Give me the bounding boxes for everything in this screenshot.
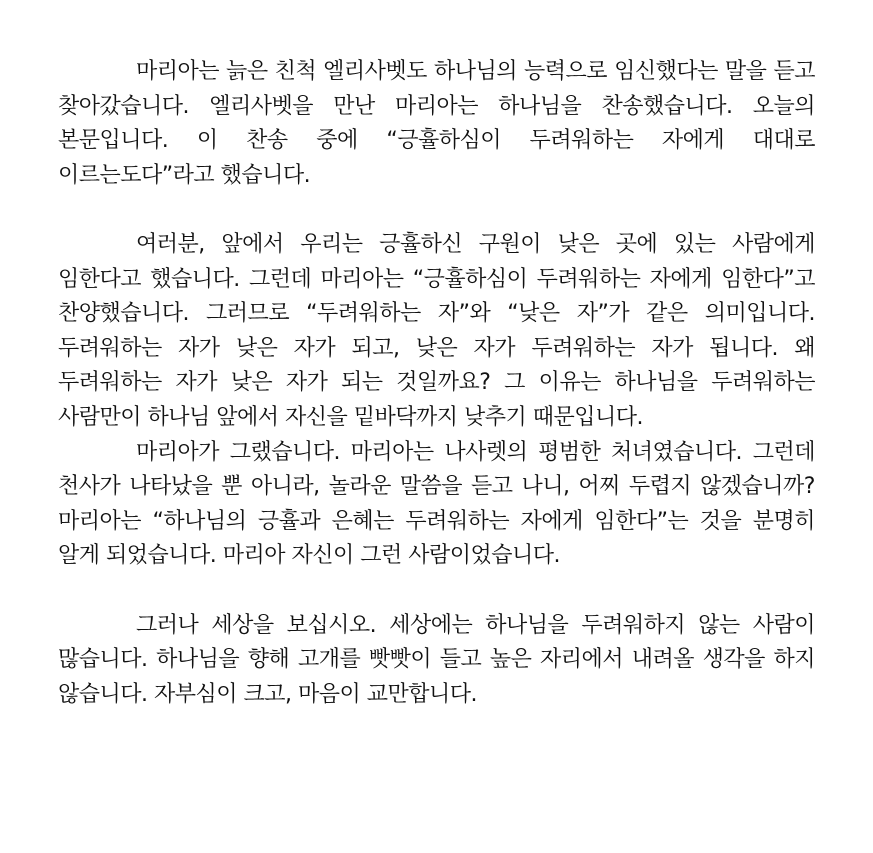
paragraph-gap xyxy=(58,193,815,228)
document-body xyxy=(58,55,815,712)
paragraph-3: 마리아가 그랬습니다. 마리아는 나사렛의 평범한 처녀였습니다. 그런데 천사가 나타났을 뿐 아니라, 놀라운 말씀을 듣고 나니, 어찌 두렵지 않겠습니까? 마리아는 “하나님의 긍휼과 은혜는 두려워하는 자에게 임한다”는 것을 분명히 알게 되었습니다. 마리아 자신이 그런 사람이었습니다. xyxy=(58,439,815,569)
paragraph-gap xyxy=(58,574,815,609)
paragraph-1: 마리아는 늙은 친척 엘리사벳도 하나님의 능력으로 임신했다는 말을 듣고 찾아갔습니다. 엘리사벳을 만난 마리아는 하나님을 찬송했습니다. 오늘의 본문입니다. 이 찬송 중에 “긍휼하심이 두려워하는 자에게 대대로 이르는도다”라고 했습니다. xyxy=(58,59,815,188)
paragraph-2: 여러분, 앞에서 우리는 긍휼하신 구원이 낮은 곳에 있는 사람에게 임한다고 했습니다. 그런데 마리아는 “긍휼하심이 두려워하는 자에게 임한다”고 찬양했습니다. 그러므로 “두려워하는 자”와 “낮은 자”가 같은 의미입니다. 두려워하는 자가 낮은 자가 되고, 낮은 자가 두려워하는 자가 됩니다. 왜 두려워하는 자가 낮은 자가 되는 것일까요? 그 이유는 하나님을 두려워하는 사람만이 하나님 앞에서 자신을 밑바닥까지 낮추기 때문입니다. xyxy=(58,231,815,430)
paragraph-4: 그러나 세상을 보십시오. 세상에는 하나님을 두려워하지 않는 사람이 많습니다. 하나님을 향해 고개를 빳빳이 들고 높은 자리에서 내려올 생각을 하지 않습니다. 자부심이 크고, 마음이 교만합니다. xyxy=(58,612,815,707)
